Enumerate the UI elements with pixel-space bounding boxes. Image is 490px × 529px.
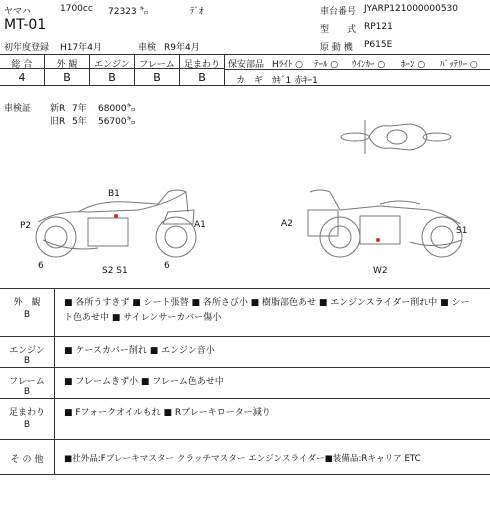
cert-label: 車検証 <box>4 104 32 114</box>
cert-row-years: 5年 <box>72 117 87 127</box>
parts-item: ｳｲﾝｶｰ ○ <box>352 60 386 70</box>
diagram-label: 6 <box>38 261 44 271</box>
grade-header: エンジン <box>94 60 130 70</box>
grade-value: 4 <box>18 71 26 84</box>
remark-label: フレーム <box>9 377 45 387</box>
grade-header: 外 観 <box>56 60 78 70</box>
parts-label: 保安部品 <box>228 60 265 70</box>
inspection-value: R9年4月 <box>164 43 200 53</box>
remark-grade: B <box>23 310 31 320</box>
cert-row-name: 新R <box>50 104 66 114</box>
mileage-note: ﾃﾞｵ <box>190 7 204 17</box>
maker: ヤマハ <box>4 7 31 17</box>
engine-value: P615E <box>364 40 393 50</box>
parts-item: Hﾗｲﾄ ○ <box>272 60 303 70</box>
first-registration-label: 初年度登録 <box>4 43 50 53</box>
key-value: ｶｷﾞ1 赤ｷｰ1 <box>272 76 318 86</box>
remark-label: 外 観 <box>13 298 41 308</box>
grade-header: フレーム <box>139 60 175 70</box>
diagram-label: W2 <box>373 266 388 276</box>
diagram-label: B1 <box>108 189 120 199</box>
remark-grade: B <box>23 356 31 366</box>
remark-text: ■社外品:Fブレーキマスター クラッチマスター エンジンスライダー■装備品:Rキャリア ETC <box>64 454 421 464</box>
remark-text: ■ Fフォークオイルもれ ■ Rブレーキローター減り <box>64 408 271 418</box>
grade-header: 足まわり <box>183 60 220 70</box>
diagram-label: A1 <box>194 220 206 230</box>
grid-line <box>0 288 490 289</box>
grid-line <box>0 439 490 440</box>
remark-text: ■ ケースカバー削れ ■ エンジン音小 <box>64 346 215 356</box>
diagram-label: S1 <box>456 226 468 236</box>
grid-line <box>0 336 490 337</box>
motorcycle-top-view <box>335 112 455 162</box>
remark-text: ト色あせ中 ■ サイレンサーカバー傷小 <box>64 313 222 323</box>
remark-text: ■ フレームきず小 ■ フレーム色あせ中 <box>64 377 224 387</box>
grid-line <box>0 474 490 475</box>
grid-line <box>54 288 55 474</box>
grid-line <box>224 54 225 85</box>
cert-row-km: 68000㌔ <box>98 104 136 114</box>
diagram-label: 6 <box>164 261 170 271</box>
remark-label: エンジン <box>9 346 45 356</box>
grid-line <box>0 54 490 55</box>
grade-value: B <box>63 71 71 84</box>
displacement: 1700cc <box>60 4 93 14</box>
motorcycle-right-view <box>300 182 480 282</box>
parts-item: ﾃｰﾙ ○ <box>314 60 339 70</box>
parts-item: ﾊﾞｯﾃﾘｰ ○ <box>440 60 478 70</box>
cert-row-years: 7年 <box>72 104 87 114</box>
grade-value: B <box>108 71 116 84</box>
remark-grade: B <box>23 420 31 430</box>
diagram-label: P2 <box>20 221 32 231</box>
type-label: 型 式 <box>320 25 357 35</box>
grade-value: B <box>198 71 206 84</box>
mileage: 72323 ㌔ <box>108 7 149 17</box>
first-registration: H17年4月 <box>60 43 102 53</box>
inspection-label: 車検 <box>138 43 157 53</box>
grade-header: 総 合 <box>11 60 33 70</box>
key-label: カ ギ <box>236 76 264 86</box>
remark-label: そ の 他 <box>10 455 44 465</box>
model-name: MT-01 <box>4 17 47 33</box>
frame-no-label: 車台番号 <box>320 7 357 17</box>
parts-item: ﾎｰﾝ ○ <box>401 60 426 70</box>
grade-value: B <box>153 71 161 84</box>
engine-label: 原 動 機 <box>320 43 353 53</box>
grid-line <box>0 367 490 368</box>
grid-line <box>0 398 490 399</box>
frame-no: JYARP121000000530 <box>364 4 459 14</box>
cert-row-km: 56700㌔ <box>98 117 136 127</box>
diagram-label: S2 S1 <box>102 266 128 276</box>
cert-row-name: 旧R <box>50 117 66 127</box>
type-value: RP121 <box>364 22 393 32</box>
remark-grade: B <box>23 387 31 397</box>
remark-text: ■ 各所うすきず ■ シート張替 ■ 各所さび小 ■ 樹脂部色あせ ■ エンジンスライダー削れ中 ■ シー <box>64 298 470 308</box>
diagram-label: A2 <box>281 219 293 229</box>
remark-label: 足まわり <box>8 408 45 418</box>
